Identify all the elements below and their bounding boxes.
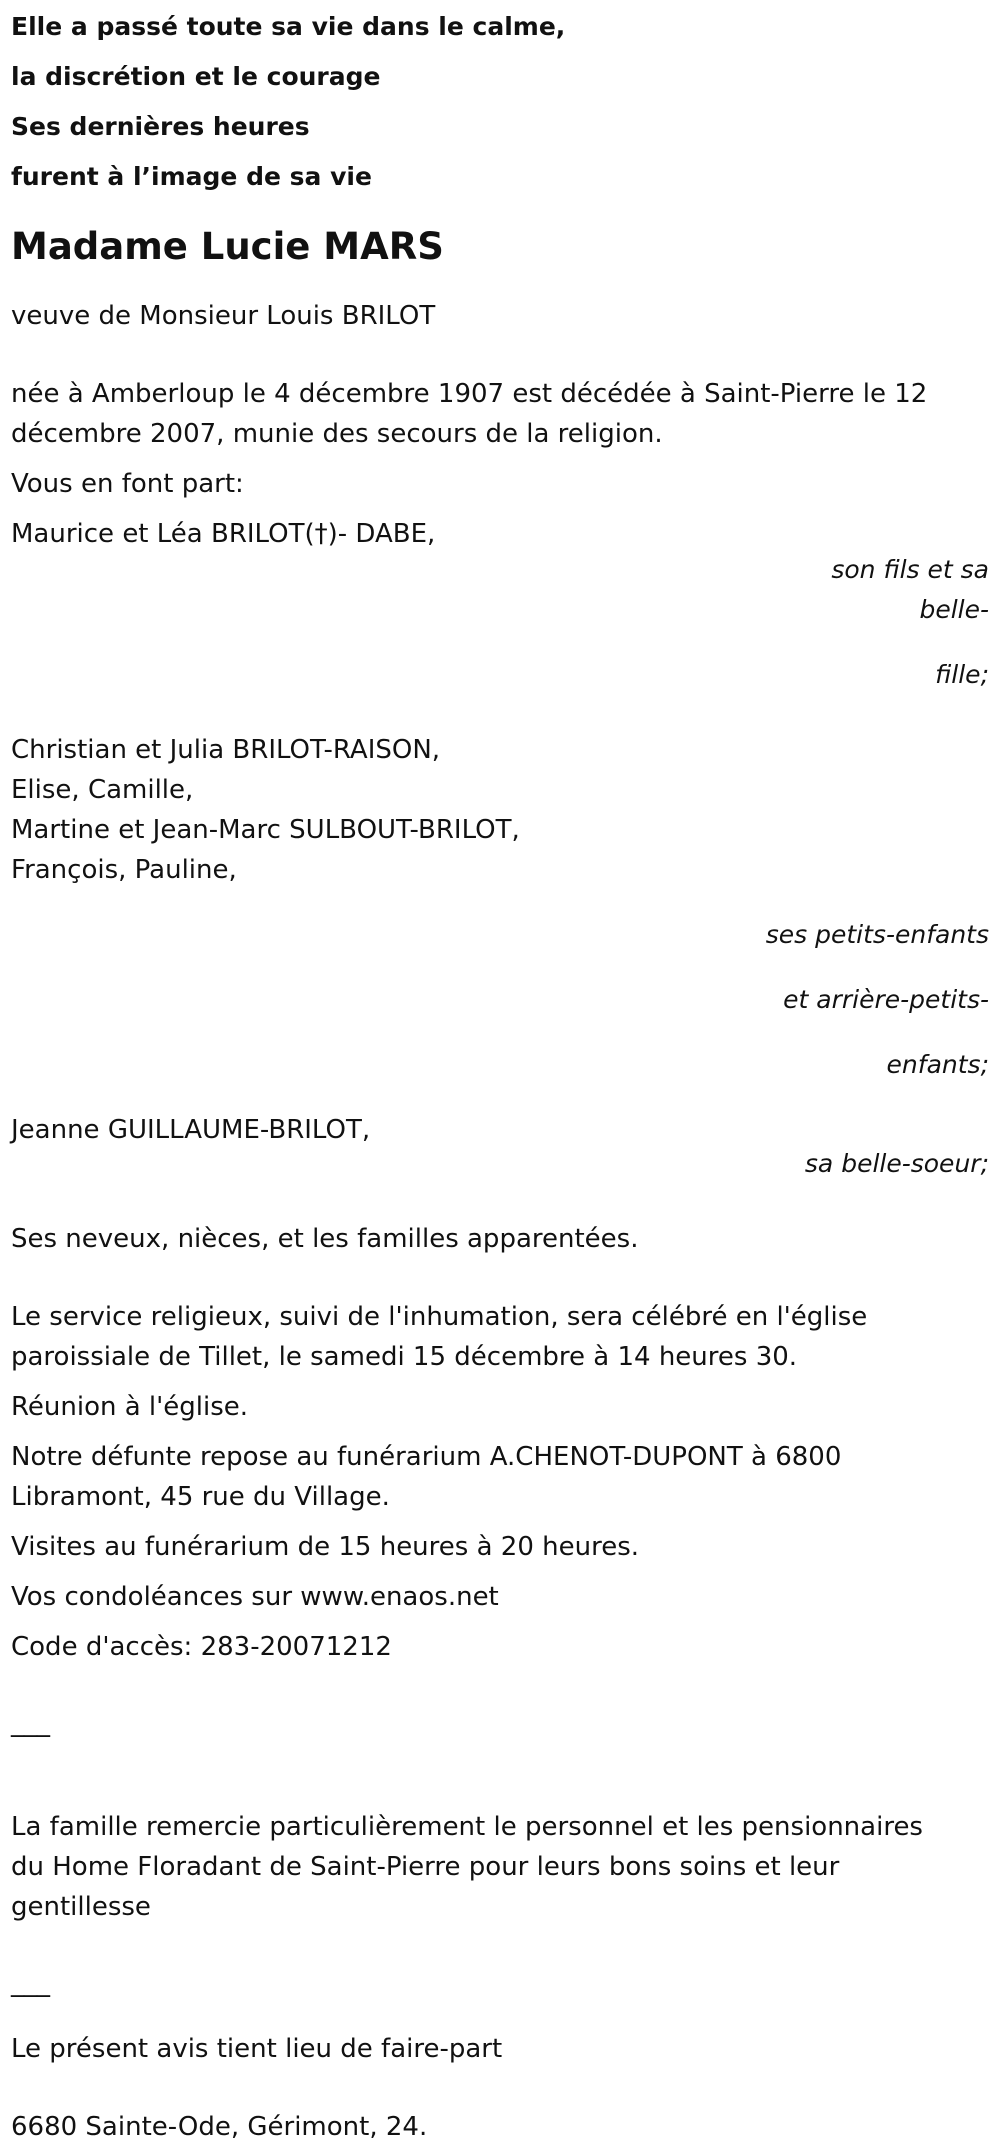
thanks-line: La famille remercie particulièrement le personnel et les pensionnaires [11, 1812, 923, 1842]
son-role: fille; [935, 660, 989, 689]
separator-rule: ___ [11, 1708, 50, 1738]
grandchild-line: François, Pauline, [11, 855, 237, 885]
grandchild-line: Christian et Julia BRILOT-RAISON, [11, 735, 441, 765]
grandchildren-role: ses petits-enfants [765, 920, 989, 949]
grandchildren-role: et arrière-petits- [783, 985, 989, 1014]
announce-line: Vous en font part: [11, 469, 244, 499]
rest-line: Notre défunte repose au funérarium A.CHENOT-DUPONT à 6800 [11, 1442, 842, 1472]
widow-line: veuve de Monsieur Louis BRILOT [11, 301, 436, 331]
grandchild-line: Martine et Jean-Marc SULBOUT-BRILOT, [11, 815, 520, 845]
birth-death-line: décembre 2007, munie des secours de la religion. [11, 419, 663, 449]
visits-line: Visites au funérarium de 15 heures à 20 heures. [11, 1532, 640, 1562]
service-line: paroissiale de Tillet, le samedi 15 décembre à 14 heures 30. [11, 1342, 798, 1372]
son-role: son fils et sa belle- [831, 555, 989, 624]
other-relatives: Ses neveux, nièces, et les familles apparentées. [11, 1224, 639, 1254]
deceased-name: Madame Lucie MARS [11, 225, 444, 268]
condolences-line: Vos condoléances sur www.enaos.net [11, 1582, 499, 1612]
service-line: Le service religieux, suivi de l'inhumation, sera célébré en l'église [11, 1302, 868, 1332]
poem-line: furent à l’image de sa vie [11, 162, 372, 191]
address-line: 6680 Sainte-Ode, Gérimont, 24. [11, 2112, 428, 2142]
poem-line: Ses dernières heures [11, 112, 310, 141]
grandchildren-role: enfants; [886, 1050, 989, 1079]
son-line: Maurice et Léa BRILOT(†)- DABE, [11, 519, 436, 549]
sister-in-law-line: Jeanne GUILLAUME-BRILOT, [11, 1115, 371, 1145]
rest-line: Libramont, 45 rue du Village. [11, 1482, 390, 1512]
notice-line: Le présent avis tient lieu de faire-part [11, 2034, 503, 2064]
poem-line: la discrétion et le courage [11, 62, 381, 91]
sister-in-law-role: sa belle-soeur; [804, 1149, 989, 1178]
access-code-line: Code d'accès: 283-20071212 [11, 1632, 392, 1662]
separator-rule: ___ [11, 1968, 50, 1998]
thanks-line: gentillesse [11, 1892, 151, 1922]
birth-death-line: née à Amberloup le 4 décembre 1907 est décédée à Saint-Pierre le 12 [11, 379, 928, 409]
poem [11, 0, 989, 202]
poem-line: Elle a passé toute sa vie dans le calme, [11, 12, 566, 41]
meeting-line: Réunion à l'église. [11, 1392, 249, 1422]
thanks-line: du Home Floradant de Saint-Pierre pour leurs bons soins et leur [11, 1852, 840, 1882]
grandchild-line: Elise, Camille, [11, 775, 194, 805]
